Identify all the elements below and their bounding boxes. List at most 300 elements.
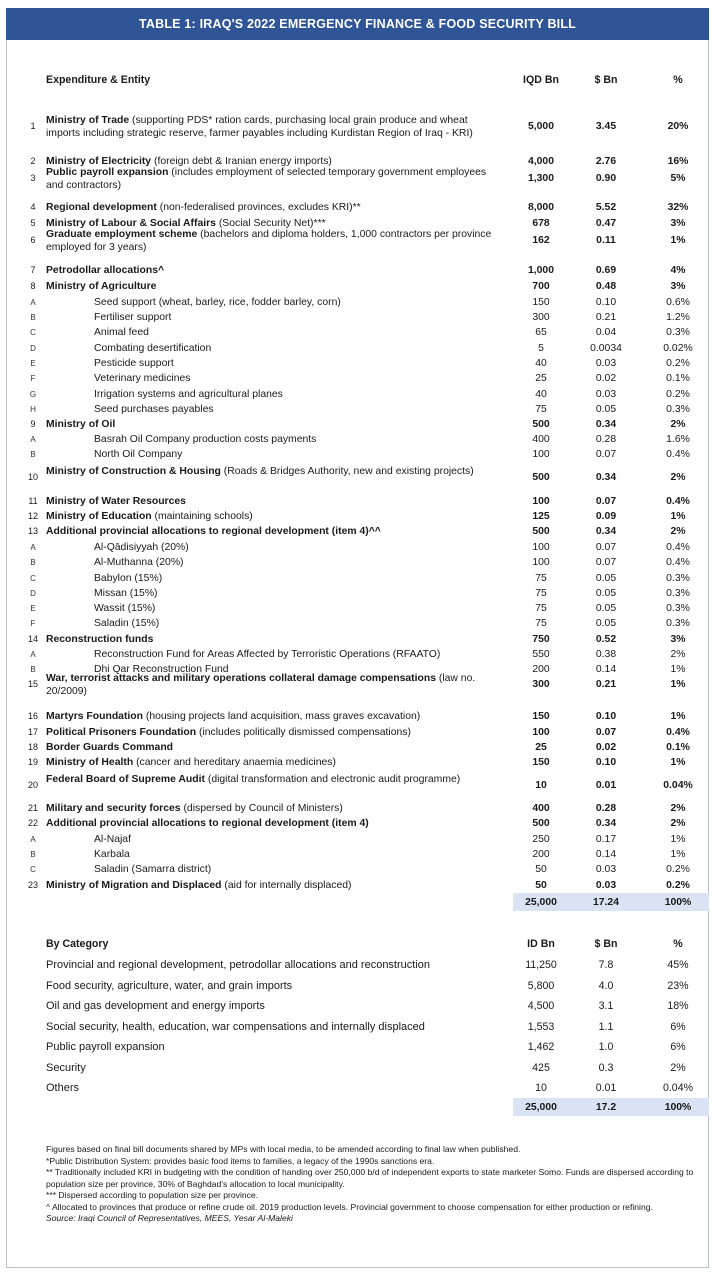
row-detail: (dispersed by Council of Ministers)	[180, 803, 343, 814]
row-entity: Ministry of Construction & Housing	[46, 466, 221, 477]
row-usd: 0.48	[595, 281, 617, 292]
row-usd: 5.52	[595, 202, 617, 213]
row-entity: Martyrs Foundation	[46, 711, 143, 722]
row-usd: 0.11	[596, 235, 616, 246]
row-pct: 1.2%	[666, 312, 690, 323]
category-iqd: 10	[535, 1082, 547, 1094]
row-iqd: 678	[532, 218, 550, 229]
row-iqd: 50	[535, 864, 547, 875]
row-entity: Federal Board of Supreme Audit	[46, 774, 205, 785]
row-label: Dhi Qar Reconstruction Fund	[94, 664, 229, 675]
category-header-iqd: ID Bn	[527, 938, 555, 950]
row-number: A	[30, 543, 36, 552]
footnote: ** Traditionally included KRI in budgeting with the condition of handing over 250,000 b/d of independent exports to state marketer Somo. Funds are dispersed according to population size per province, 30% of Baghdad's allocation to local municipality.	[46, 1167, 694, 1189]
row-iqd: 65	[535, 327, 547, 338]
row-iqd: 75	[535, 603, 547, 614]
row-detail: (supporting PDS* ration cards, purchasing local grain produce and wheat imports including strategic reserve, farmer payables including Kurdistan Region of Iraq - KRI)	[46, 115, 473, 139]
category-usd: 3.1	[598, 1000, 614, 1012]
row-usd: 0.07	[595, 542, 617, 553]
row-label: Irrigation systems and agricultural planes	[94, 389, 283, 400]
row-pct: 2%	[670, 649, 686, 660]
row-iqd: 500	[532, 419, 550, 430]
row-usd: 0.14	[595, 664, 617, 675]
row-pct: 1%	[670, 664, 686, 675]
row-number: 17	[27, 727, 38, 737]
category-header-pct: %	[673, 938, 683, 950]
row-usd: 0.05	[595, 618, 617, 629]
row-pct: 0.2%	[666, 358, 690, 369]
row-iqd: 200	[532, 664, 550, 675]
row-iqd: 300	[532, 679, 550, 690]
category-pct: 23%	[667, 980, 689, 992]
row-number: A	[30, 435, 36, 444]
row-iqd: 75	[535, 573, 547, 584]
row-usd: 0.03	[595, 358, 617, 369]
row-pct: 0.2%	[666, 880, 690, 891]
row-label: Pesticide support	[94, 358, 174, 369]
category-label: Public payroll expansion	[46, 1041, 165, 1053]
row-entity: Petrodollar allocations^	[46, 265, 165, 276]
row-detail: (foreign debt & Iranian energy imports)	[151, 156, 332, 167]
source-line: Source: Iraqi Council of Representatives, MEES, Yesar Al-Maleki	[46, 1213, 293, 1223]
category-pct: 2%	[670, 1062, 686, 1074]
row-iqd: 25	[535, 373, 547, 384]
row-number: 13	[27, 526, 38, 536]
row-description	[46, 465, 502, 478]
row-description	[94, 372, 502, 385]
row-pct: 0.3%	[666, 588, 690, 599]
row-description	[94, 433, 502, 446]
row-entity: Border Guards Command	[46, 742, 174, 753]
row-description	[94, 342, 502, 355]
row-pct: 0.4%	[666, 496, 690, 507]
row-description	[94, 848, 502, 861]
row-description	[94, 572, 502, 585]
row-description	[46, 672, 502, 698]
total-iqd: 25,000	[525, 897, 557, 908]
row-description	[94, 403, 502, 416]
category-pct: 45%	[667, 959, 689, 971]
row-entity: Ministry of Labour & Social Affairs	[46, 218, 216, 229]
row-pct: 0.2%	[666, 864, 690, 875]
row-number: 11	[28, 496, 38, 506]
row-detail: (Roads & Bridges Authority, new and existing projects)	[220, 466, 474, 477]
category-label: Others	[46, 1082, 80, 1094]
row-iqd: 200	[532, 849, 550, 860]
row-number: H	[30, 405, 36, 414]
row-number: G	[29, 390, 37, 399]
row-usd: 0.07	[595, 496, 617, 507]
row-description	[94, 617, 502, 630]
row-usd: 0.01	[595, 780, 617, 791]
footnotes	[46, 1144, 706, 1225]
row-usd: 0.28	[595, 803, 617, 814]
row-pct: 0.3%	[666, 603, 690, 614]
row-usd: 0.34	[595, 419, 617, 430]
row-number: A	[30, 650, 36, 659]
row-iqd: 150	[532, 297, 550, 308]
row-detail: (law no. 20/2009)	[46, 673, 476, 697]
row-usd: 0.04	[595, 327, 617, 338]
row-number: 22	[27, 818, 38, 828]
row-description	[94, 311, 502, 324]
row-usd: 0.07	[595, 557, 617, 568]
row-usd: 3.45	[595, 121, 617, 132]
row-description	[46, 228, 502, 254]
row-label: North Oil Company	[94, 449, 183, 460]
row-iqd: 150	[532, 757, 550, 768]
row-number: E	[30, 604, 36, 613]
row-pct: 2%	[670, 472, 686, 483]
row-usd: 0.07	[595, 449, 617, 460]
row-description	[46, 114, 502, 140]
row-description	[46, 525, 502, 538]
row-usd: 0.69	[595, 265, 617, 276]
row-pct: 2%	[670, 803, 686, 814]
row-usd: 0.47	[595, 218, 617, 229]
row-number: 21	[27, 803, 38, 813]
row-pct: 0.1%	[666, 373, 690, 384]
row-pct: 32%	[667, 202, 689, 213]
row-pct: 2%	[670, 419, 686, 430]
row-number: 15	[27, 679, 38, 689]
row-pct: 0.4%	[666, 449, 690, 460]
row-description	[94, 648, 502, 661]
row-description	[46, 741, 502, 754]
row-number: B	[30, 665, 36, 674]
row-entity: Additional provincial allocations to regional development (item 4)	[46, 818, 369, 829]
row-pct: 1%	[670, 511, 686, 522]
category-iqd: 1,553	[527, 1021, 555, 1033]
row-iqd: 550	[532, 649, 550, 660]
row-iqd: 40	[535, 389, 547, 400]
row-number: 12	[27, 511, 38, 521]
row-usd: 0.10	[595, 757, 617, 768]
row-description	[46, 726, 502, 739]
total-usd: 17.24	[592, 897, 619, 908]
row-pct: 1%	[670, 235, 686, 246]
row-label: Basrah Oil Company production costs payments	[94, 434, 317, 445]
row-number: A	[30, 298, 36, 307]
row-entity: Public payroll expansion	[46, 167, 169, 178]
row-detail: (non-federalised provinces, excludes KRI)**	[156, 202, 361, 213]
row-usd: 0.03	[595, 864, 617, 875]
row-description	[46, 879, 502, 892]
row-pct: 1%	[670, 679, 686, 690]
row-iqd: 75	[535, 404, 547, 415]
category-header-usd: $ Bn	[594, 938, 618, 950]
category-label: Provincial and regional development, petrodollar allocations and reconstruction	[46, 959, 431, 971]
row-description	[46, 201, 502, 214]
row-description	[94, 587, 502, 600]
row-number: F	[30, 374, 36, 383]
row-label: Wassit (15%)	[94, 603, 156, 614]
category-usd: 7.8	[598, 959, 614, 971]
row-usd: 0.34	[595, 818, 617, 829]
row-pct: 1%	[670, 711, 686, 722]
row-usd: 2.76	[595, 156, 617, 167]
row-number: B	[30, 450, 36, 459]
row-description	[94, 326, 502, 339]
row-pct: 0.6%	[666, 297, 690, 308]
row-detail: (maintaining schools)	[151, 511, 253, 522]
row-iqd: 75	[535, 588, 547, 599]
row-label: Fertiliser support	[94, 312, 172, 323]
row-usd: 0.09	[595, 511, 617, 522]
row-iqd: 100	[532, 542, 550, 553]
row-description	[94, 296, 502, 309]
category-usd: 1.1	[598, 1021, 614, 1033]
row-iqd: 400	[532, 434, 550, 445]
row-pct: 0.3%	[666, 618, 690, 629]
row-pct: 1%	[670, 834, 686, 845]
category-total-iqd: 25,000	[525, 1102, 557, 1113]
category-iqd: 11,250	[525, 959, 557, 971]
row-label: Seed purchases payables	[94, 404, 214, 415]
row-description	[94, 602, 502, 615]
row-entity: Regional development	[46, 202, 157, 213]
row-number: D	[30, 589, 36, 598]
total-pct: 100%	[664, 897, 692, 908]
category-label: Food security, agriculture, water, and grain imports	[46, 980, 293, 992]
row-iqd: 40	[535, 358, 547, 369]
row-description	[46, 495, 502, 508]
row-number: B	[30, 850, 36, 859]
row-number: 2	[30, 156, 36, 166]
row-iqd: 1,000	[527, 265, 554, 276]
row-description	[46, 418, 502, 431]
row-usd: 0.14	[595, 849, 617, 860]
row-pct: 0.3%	[666, 573, 690, 584]
row-usd: 0.07	[595, 727, 617, 738]
row-number: 23	[27, 880, 38, 890]
row-entity: Reconstruction funds	[46, 634, 154, 645]
row-usd: 0.34	[595, 526, 617, 537]
row-label: Karbala	[94, 849, 130, 860]
row-number: A	[30, 835, 36, 844]
row-usd: 0.34	[595, 472, 617, 483]
row-description	[46, 510, 502, 523]
row-iqd: 5,000	[527, 121, 554, 132]
row-number: B	[30, 313, 36, 322]
row-iqd: 400	[532, 803, 550, 814]
row-number: 7	[30, 265, 36, 275]
row-entity: Ministry of Oil	[46, 419, 116, 430]
category-usd: 1.0	[598, 1041, 614, 1053]
row-number: 14	[27, 634, 38, 644]
row-iqd: 100	[532, 449, 550, 460]
row-number: 8	[30, 281, 36, 291]
row-pct: 2%	[670, 526, 686, 537]
row-number: 16	[27, 711, 38, 721]
category-usd: 4.0	[598, 980, 614, 992]
row-iqd: 4,000	[527, 156, 554, 167]
row-iqd: 25	[535, 742, 547, 753]
row-pct: 0.02%	[663, 343, 693, 354]
category-label: Social security, health, education, war compensations and internally displaced	[46, 1021, 425, 1033]
row-description	[46, 264, 502, 277]
row-number: 20	[27, 780, 38, 790]
row-number: D	[30, 344, 36, 353]
category-total-pct: 100%	[664, 1102, 692, 1113]
row-label: Saladin (15%)	[94, 618, 160, 629]
row-usd: 0.52	[595, 634, 617, 645]
category-pct: 6%	[670, 1021, 686, 1033]
row-description	[46, 710, 502, 723]
row-description	[94, 833, 502, 846]
row-label: Missan (15%)	[94, 588, 158, 599]
category-label: Oil and gas development and energy imports	[46, 1000, 265, 1012]
row-usd: 0.02	[595, 373, 617, 384]
row-iqd: 100	[532, 496, 550, 507]
header-iqd: IQD Bn	[523, 74, 559, 86]
row-usd: 0.05	[595, 588, 617, 599]
row-number: 10	[27, 472, 38, 482]
row-usd: 0.38	[595, 649, 617, 660]
category-iqd: 5,800	[527, 980, 555, 992]
row-number: B	[30, 558, 36, 567]
row-number: C	[30, 574, 36, 583]
row-label: Reconstruction Fund for Areas Affected by Terroristic Operations (RFAATO)	[94, 649, 441, 660]
row-entity: War, terrorist attacks and military operations collateral damage compensations	[46, 673, 436, 684]
row-entity: Ministry of Migration and Displaced	[46, 880, 222, 891]
row-usd: 0.03	[595, 389, 617, 400]
row-entity: Ministry of Health	[46, 757, 134, 768]
row-label: Al-Muthanna (20%)	[94, 557, 184, 568]
row-label: Veterinary medicines	[94, 373, 191, 384]
row-number: 19	[27, 757, 38, 767]
footnote: *** Dispersed according to population size per province.	[46, 1190, 259, 1200]
row-iqd: 500	[532, 526, 550, 537]
header-label: Expenditure & Entity	[46, 74, 151, 86]
row-description	[94, 357, 502, 370]
row-usd: 0.17	[595, 834, 617, 845]
row-number: F	[30, 619, 36, 628]
row-detail: (aid for internally displaced)	[221, 880, 352, 891]
row-iqd: 100	[532, 557, 550, 568]
row-iqd: 100	[532, 727, 550, 738]
row-pct: 0.04%	[663, 780, 693, 791]
row-entity: Ministry of Education	[46, 511, 152, 522]
row-description	[46, 166, 502, 192]
row-description	[46, 817, 502, 830]
row-iqd: 150	[532, 711, 550, 722]
row-number: 18	[27, 742, 38, 752]
category-pct: 6%	[670, 1041, 686, 1053]
footnote: *Public Distribution System: provides basic food items to families, a legacy of the 1990s sanctions era.	[46, 1155, 435, 1166]
row-pct: 0.3%	[666, 404, 690, 415]
category-header-label: By Category	[46, 938, 109, 950]
row-number: 4	[30, 202, 36, 212]
row-entity: Ministry of Trade	[46, 115, 130, 126]
row-pct: 0.4%	[666, 557, 690, 568]
row-iqd: 162	[532, 235, 550, 246]
row-usd: 0.21	[595, 312, 617, 323]
row-number: 5	[30, 218, 36, 228]
row-usd: 0.10	[595, 297, 617, 308]
row-entity: Additional provincial allocations to regional development (item 4)^^	[46, 526, 381, 537]
row-usd: 0.05	[595, 573, 617, 584]
row-number: 6	[30, 235, 36, 245]
category-pct: 18%	[667, 1000, 689, 1012]
row-iqd: 10	[535, 780, 547, 791]
row-description	[46, 280, 502, 293]
row-pct: 0.1%	[666, 742, 690, 753]
row-description	[46, 802, 502, 815]
row-label: Al-Qādisiyyah (20%)	[94, 542, 189, 553]
row-iqd: 125	[532, 511, 550, 522]
row-label: Animal feed	[94, 327, 149, 338]
row-detail: (includes politically dismissed compensations)	[196, 727, 411, 738]
category-iqd: 425	[532, 1062, 550, 1074]
row-label: Babylon (15%)	[94, 573, 163, 584]
row-pct: 5%	[670, 173, 686, 184]
row-pct: 1.6%	[666, 434, 690, 445]
row-description	[94, 541, 502, 554]
row-iqd: 500	[532, 472, 550, 483]
row-pct: 0.4%	[666, 727, 690, 738]
row-number: C	[30, 865, 36, 874]
row-description	[46, 756, 502, 769]
table-title: TABLE 1: IRAQ'S 2022 EMERGENCY FINANCE & FOOD SECURITY BILL	[6, 8, 709, 40]
row-entity: Ministry of Agriculture	[46, 281, 157, 292]
row-detail: (housing projects land acquisition, mass graves excavation)	[142, 711, 421, 722]
row-label: Al-Najaf	[94, 834, 131, 845]
row-detail: (cancer and hereditary anaemia medicines)	[133, 757, 336, 768]
category-pct: 0.04%	[662, 1082, 694, 1094]
row-label: Saladin (Samarra district)	[94, 864, 212, 875]
row-entity: Political Prisoners Foundation	[46, 727, 197, 738]
header-usd: $ Bn	[594, 74, 618, 86]
row-detail: (digital transformation and electronic audit programme)	[204, 774, 461, 785]
row-pct: 0.3%	[666, 327, 690, 338]
row-number: E	[30, 359, 36, 368]
row-iqd: 750	[532, 634, 550, 645]
row-pct: 3%	[670, 218, 686, 229]
footnote: Figures based on final bill documents shared by MPs with local media, to be amended according to final law when published.	[46, 1144, 521, 1154]
row-entity: Graduate employment scheme	[46, 229, 198, 240]
row-entity: Ministry of Water Resources	[46, 496, 186, 507]
category-label: Security	[46, 1062, 86, 1074]
row-usd: 0.05	[595, 404, 617, 415]
row-pct: 1%	[670, 757, 686, 768]
row-description	[94, 556, 502, 569]
row-iqd: 700	[532, 281, 550, 292]
row-iqd: 75	[535, 618, 547, 629]
row-iqd: 500	[532, 818, 550, 829]
row-usd: 0.02	[595, 742, 617, 753]
row-description	[46, 633, 502, 646]
row-pct: 3%	[670, 634, 686, 645]
category-usd: 0.3	[598, 1062, 614, 1074]
row-pct: 4%	[670, 265, 686, 276]
row-usd: 0.28	[595, 434, 617, 445]
row-iqd: 50	[535, 880, 547, 891]
row-usd: 0.90	[595, 173, 617, 184]
row-pct: 3%	[670, 281, 686, 292]
row-number: 9	[30, 419, 36, 429]
row-usd: 0.10	[595, 711, 617, 722]
row-detail: (Social Security Net)***	[215, 218, 326, 229]
row-description	[94, 388, 502, 401]
row-iqd: 300	[532, 312, 550, 323]
row-pct: 2%	[670, 818, 686, 829]
row-entity: Military and security forces	[46, 803, 181, 814]
footnote: ^ Allocated to provinces that produce or refine crude oil. 2019 production levels. Provincial government to choose compensation for either production or refining.	[46, 1201, 653, 1212]
row-usd: 0.0034	[590, 343, 622, 354]
row-pct: 0.2%	[666, 389, 690, 400]
row-detail: (bachelors and diploma holders, 1,000 contractors per province employed for 3 years)	[46, 229, 492, 253]
